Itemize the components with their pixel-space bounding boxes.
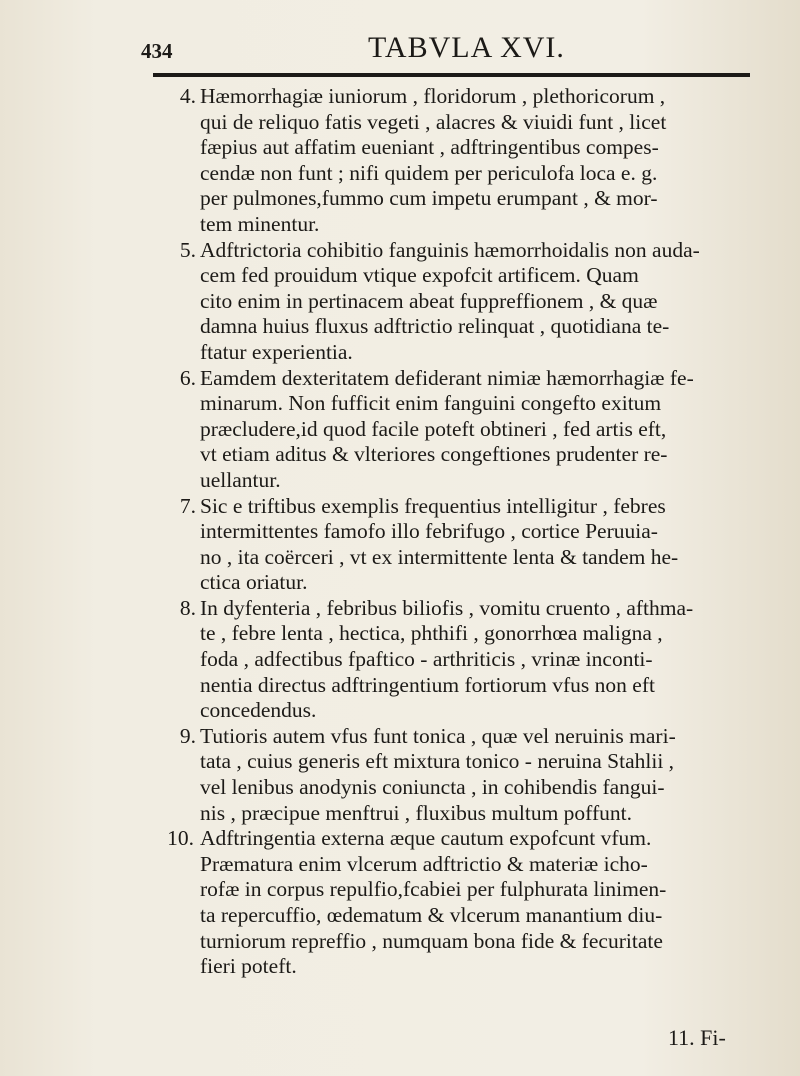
text-line: tem minentur. — [200, 211, 320, 236]
text-line: foda , adfectibus fpaftico - arthriticis , vrinæ inconti- — [200, 647, 653, 672]
paragraph-number: 5. — [179, 237, 196, 262]
header-rule — [153, 73, 750, 77]
text-line: turniorum repreffio , numquam bona fide & fecuritate — [200, 928, 663, 953]
paragraph-number: 8. — [179, 595, 196, 620]
text-line: ctica oriatur. — [200, 570, 308, 595]
paragraph-8 — [178, 596, 778, 724]
text-line: minarum. Non fufficit enim fanguini congefto exitum — [200, 391, 662, 416]
text-line: Adftrictoria cohibitio fanguinis hæmorrhoidalis non auda- — [200, 237, 700, 262]
text-line: Præmatura enim vlcerum adftrictio & materiæ icho- — [200, 851, 648, 876]
numbered-paragraphs — [167, 84, 778, 980]
paragraph-number: 4. — [179, 84, 196, 108]
paragraph-4 — [178, 84, 778, 238]
paragraph-number: 10. — [167, 826, 194, 851]
text-line: vt etiam aditus & vlteriores congeftiones prudenter re- — [200, 442, 668, 467]
text-line: In dyfenteria , febribus biliofis , vomitu cruento , afthma- — [200, 595, 694, 620]
text-line: te , febre lenta , hectica, phthifi , gonorrhœa maligna , — [200, 621, 663, 646]
paragraph-number: 9. — [179, 723, 196, 748]
text-line: ta repercuffio, œdematum & vlcerum manantium diu- — [200, 903, 663, 927]
paragraph-6 — [178, 366, 778, 494]
paragraph-number: 7. — [179, 493, 196, 518]
text-line: fæpius aut affatim eueniant , adftringentibus compes- — [200, 135, 659, 160]
text-line: qui de reliquo fatis vegeti , alacres & viuidi funt , licet — [200, 109, 667, 134]
text-line: uellantur. — [200, 467, 281, 492]
paragraph-9 — [178, 724, 778, 826]
text-line: Hæmorrhagiæ iuniorum , floridorum , plethoricorum , — [200, 84, 666, 108]
text-line: damna huius fluxus adftrictio relinquat , quotidiana te- — [200, 314, 670, 339]
text-line: tata , cuius generis eft mixtura tonico - neruina Stahlii , — [200, 749, 675, 774]
text-line: fieri poteft. — [200, 954, 297, 979]
paragraph-10 — [167, 826, 778, 980]
text-line: præcludere,id quod facile poteft obtineri , fed artis eft, — [200, 416, 667, 441]
text-line: concedendus. — [200, 698, 317, 723]
text-line: Eamdem dexteritatem defiderant nimiæ hæmorrhagiæ fe- — [200, 365, 694, 390]
paragraph-5 — [178, 238, 778, 366]
text-line: rofæ in corpus repulfio,fcabiei per fulphurata linimen- — [200, 877, 667, 902]
text-line: vel lenibus anodynis coniuncta , in cohibendis fangui- — [200, 775, 665, 800]
text-line: intermittentes famofo illo febrifugo , cortice Peruuia- — [200, 519, 658, 544]
text-line: nentia directus adftringentium fortiorum vfus non eft — [200, 672, 655, 697]
running-head: TABVLA XVI. — [368, 31, 565, 64]
text-line: Adftringentia externa æque cautum expofcunt vfum. — [200, 826, 652, 851]
text-line: nis , præcipue menftrui , fluxibus multum poffunt. — [200, 800, 632, 825]
paragraph-number: 6. — [179, 365, 196, 390]
page-number: 434 — [141, 39, 173, 63]
text-line: no , ita coërceri , vt ex intermittente lenta & tandem he- — [200, 544, 679, 569]
text-line: cendæ non funt ; nifi quidem per periculofa loca e. g. — [200, 160, 658, 185]
catchword: 11. Fi- — [668, 1025, 726, 1050]
text-line: cem fed prouidum vtique expofcit artificem. Quam — [200, 263, 639, 288]
paragraph-7 — [178, 494, 778, 596]
text-line: Sic e triftibus exemplis frequentius intelligitur , febres — [200, 493, 666, 518]
text-line: cito enim in pertinacem abeat fuppreffionem , & quæ — [200, 288, 658, 313]
text-line: Tutioris autem vfus funt tonica , quæ vel neruinis mari- — [200, 723, 676, 748]
text-line: per pulmones,fummo cum impetu erumpant , & mor- — [200, 186, 658, 211]
text-line: ftatur experientia. — [200, 339, 353, 364]
